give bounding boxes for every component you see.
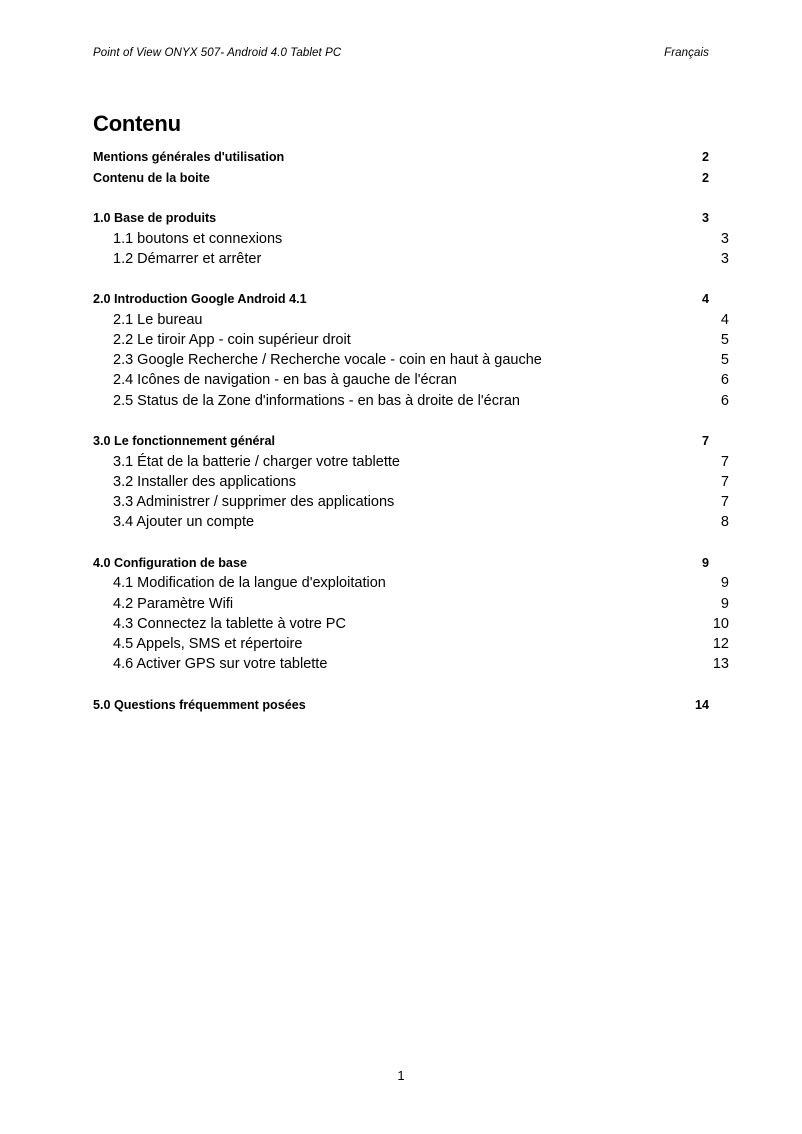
toc-entry[interactable] xyxy=(93,695,709,716)
toc-entry-page-number: 7 xyxy=(720,494,729,511)
toc-entry-page-number: 6 xyxy=(720,372,729,389)
page-title: Contenu xyxy=(93,110,181,136)
toc-entry-label: 4.5 Appels, SMS et répertoire xyxy=(113,636,303,653)
toc-group xyxy=(93,695,709,716)
footer-page-number: 1 xyxy=(397,1068,405,1083)
toc-entry-label: 2.5 Status de la Zone d'informations - en bas à droite de l'écran xyxy=(113,392,520,409)
toc-entry[interactable] xyxy=(93,431,709,452)
toc-entry[interactable] xyxy=(93,594,729,614)
page-footer xyxy=(0,1068,802,1084)
toc-group xyxy=(93,208,729,269)
toc-entry-page-number: 7 xyxy=(720,473,729,490)
toc-entry-label: 3.4 Ajouter un compte xyxy=(113,514,255,531)
toc-entry-label: Contenu de la boite xyxy=(93,170,210,185)
toc-group xyxy=(93,289,729,411)
toc-entry[interactable] xyxy=(93,614,729,634)
toc-entry-label: 4.3 Connectez la tablette à votre PC xyxy=(113,615,346,632)
toc-entry-label: Mentions générales d'utilisation xyxy=(93,150,285,164)
toc-entry[interactable] xyxy=(93,553,709,574)
toc-entry[interactable] xyxy=(93,229,729,249)
toc-entry-page-number: 13 xyxy=(712,656,729,673)
toc-entry-page-number: 5 xyxy=(720,352,729,369)
toc-entry[interactable] xyxy=(93,512,729,532)
toc-entry-page-number: 12 xyxy=(712,636,729,653)
toc-entry-page-number: 10 xyxy=(712,615,729,632)
header-language-label: Français xyxy=(664,47,709,59)
toc-entry[interactable] xyxy=(93,492,729,512)
toc-entry-page-number: 4 xyxy=(720,311,729,328)
toc-entry-label: 1.2 Démarrer et arrêter xyxy=(113,250,262,267)
toc-entry[interactable] xyxy=(93,472,729,492)
toc-entry-page-number: 9 xyxy=(701,555,709,570)
toc-entry-page-number: 6 xyxy=(720,392,729,409)
toc-entry-label: 1.1 boutons et connexions xyxy=(113,230,283,247)
toc-entry[interactable] xyxy=(93,249,729,269)
toc-entry-label: 2.2 Le tiroir App - coin supérieur droit xyxy=(113,331,351,348)
toc-entry[interactable] xyxy=(93,634,729,654)
toc-entry-label: 3.3 Administrer / supprimer des applications xyxy=(113,494,395,511)
toc-entry-label: 2.1 Le bureau xyxy=(113,311,203,328)
toc-group xyxy=(93,431,729,533)
toc-entry-page-number: 9 xyxy=(720,575,729,592)
toc-entry-label: 2.4 Icônes de navigation - en bas à gauche de l'écran xyxy=(113,372,457,389)
toc-entry[interactable] xyxy=(93,147,709,168)
toc-entry[interactable] xyxy=(93,654,729,674)
toc-entry-page-number: 3 xyxy=(720,230,729,247)
toc-entry[interactable] xyxy=(93,391,729,411)
toc-entry-page-number: 14 xyxy=(694,697,709,712)
toc-entry-label: 3.0 Le fonctionnement général xyxy=(93,434,275,449)
toc-entry[interactable] xyxy=(93,573,729,593)
toc-entry[interactable] xyxy=(93,370,729,390)
running-header xyxy=(93,46,709,60)
toc-entry-label: 1.0 Base de produits xyxy=(93,211,217,225)
toc-entry-label: 4.1 Modification de la langue d'exploitation xyxy=(113,575,386,592)
toc-entry[interactable] xyxy=(93,350,729,370)
toc-entry-page-number: 3 xyxy=(720,250,729,267)
toc-entry-label: 4.0 Configuration de base xyxy=(93,555,247,570)
toc-entry[interactable] xyxy=(93,330,729,350)
toc-entry-label: 4.6 Activer GPS sur votre tablette xyxy=(113,656,328,673)
toc-entry-label: 2.0 Introduction Google Android 4.1 xyxy=(93,292,307,307)
toc-entry[interactable] xyxy=(93,208,709,229)
toc-entry-label: 4.2 Paramètre Wifi xyxy=(113,595,234,612)
toc-entry[interactable] xyxy=(93,168,709,189)
toc-entry-page-number: 7 xyxy=(720,453,729,470)
toc-entry-label: 3.1 État de la batterie / charger votre tablette xyxy=(113,453,400,470)
table-of-contents xyxy=(93,147,729,715)
toc-entry-page-number: 2 xyxy=(701,150,709,164)
toc-entry-page-number: 7 xyxy=(701,434,709,449)
toc-group xyxy=(93,553,729,675)
toc-entry-page-number: 4 xyxy=(701,292,709,307)
header-product-name: Point of View ONYX 507- Android 4.0 Tablet PC xyxy=(93,47,342,59)
toc-entry-label: 2.3 Google Recherche / Recherche vocale - coin en haut à gauche xyxy=(113,352,542,369)
toc-entry[interactable] xyxy=(93,310,729,330)
toc-entry-label: 5.0 Questions fréquemment posées xyxy=(93,697,306,712)
toc-entry-page-number: 8 xyxy=(720,514,729,531)
toc-entry-page-number: 2 xyxy=(701,170,709,185)
toc-entry-label: 3.2 Installer des applications xyxy=(113,473,296,490)
toc-entry-page-number: 9 xyxy=(720,595,729,612)
toc-group xyxy=(93,147,709,188)
toc-entry-page-number: 5 xyxy=(720,331,729,348)
toc-entry[interactable] xyxy=(93,289,709,310)
toc-entry-page-number: 3 xyxy=(701,211,709,225)
toc-entry[interactable] xyxy=(93,452,729,472)
